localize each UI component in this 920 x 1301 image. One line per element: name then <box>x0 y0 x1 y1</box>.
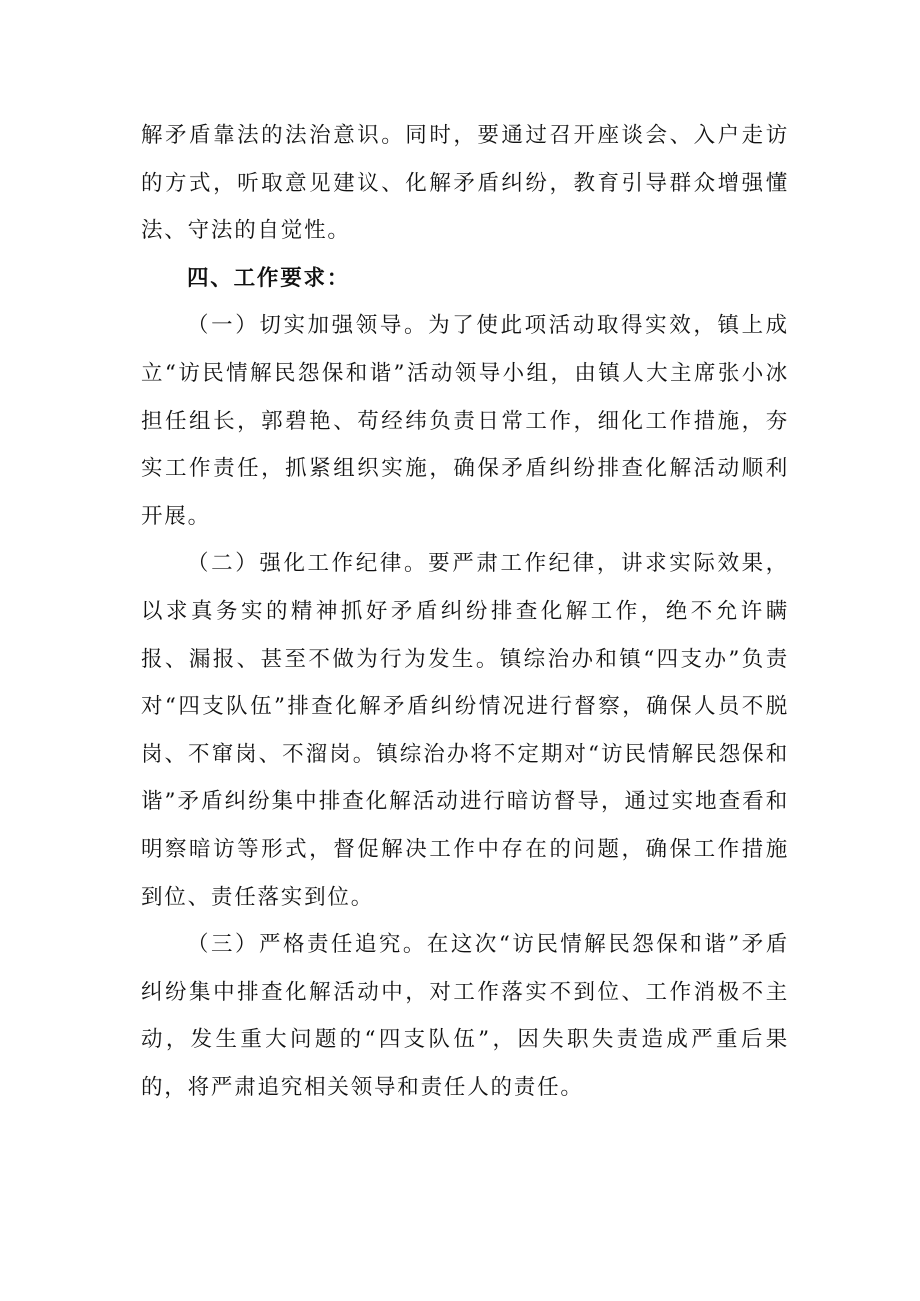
paragraph-item-1: （一）切实加强领导。为了使此项活动取得实效，镇上成立“访民情解民怨保和谐”活动领导小组，由镇人大主席张小冰担任组长，郭碧艳、苟经纬负责日常工作，细化工作措施，夯实工作责任，抓紧组织实施，确保矛盾纠纷排查化解活动顺利开展。 <box>141 313 789 529</box>
document-body <box>141 112 789 1111</box>
paragraph-item-3: （三）严格责任追究。在这次“访民情解民怨保和谐”矛盾纠纷集中排查化解活动中，对工作落实不到位、工作消极不主动，发生重大问题的“四支队伍”，因失职失责造成严重后果的，将严肃追究相关领导和责任人的责任。 <box>141 932 789 1100</box>
paragraph-item-2: （二）强化工作纪律。要严肃工作纪律，讲求实际效果，以求真务实的精神抓好矛盾纠纷排查化解工作，绝不允许瞒报、漏报、甚至不做为行为发生。镇综治办和镇“四支办”负责对“四支队伍”排查化解矛盾纠纷情况进行督察，确保人员不脱岗、不窜岗、不溜岗。镇综治办将不定期对“访民情解民怨保和谐”矛盾纠纷集中排查化解活动进行暗访督导，通过实地查看和明察暗访等形式，督促解决工作中存在的问题，确保工作措施到位、责任落实到位。 <box>141 551 789 910</box>
paragraph-continued: 解矛盾靠法的法治意识。同时，要通过召开座谈会、入户走访的方式，听取意见建议、化解矛盾纠纷，教育引导群众增强懂法、守法的自觉性。 <box>141 123 789 244</box>
section-heading: 四、工作要求： <box>187 265 351 291</box>
